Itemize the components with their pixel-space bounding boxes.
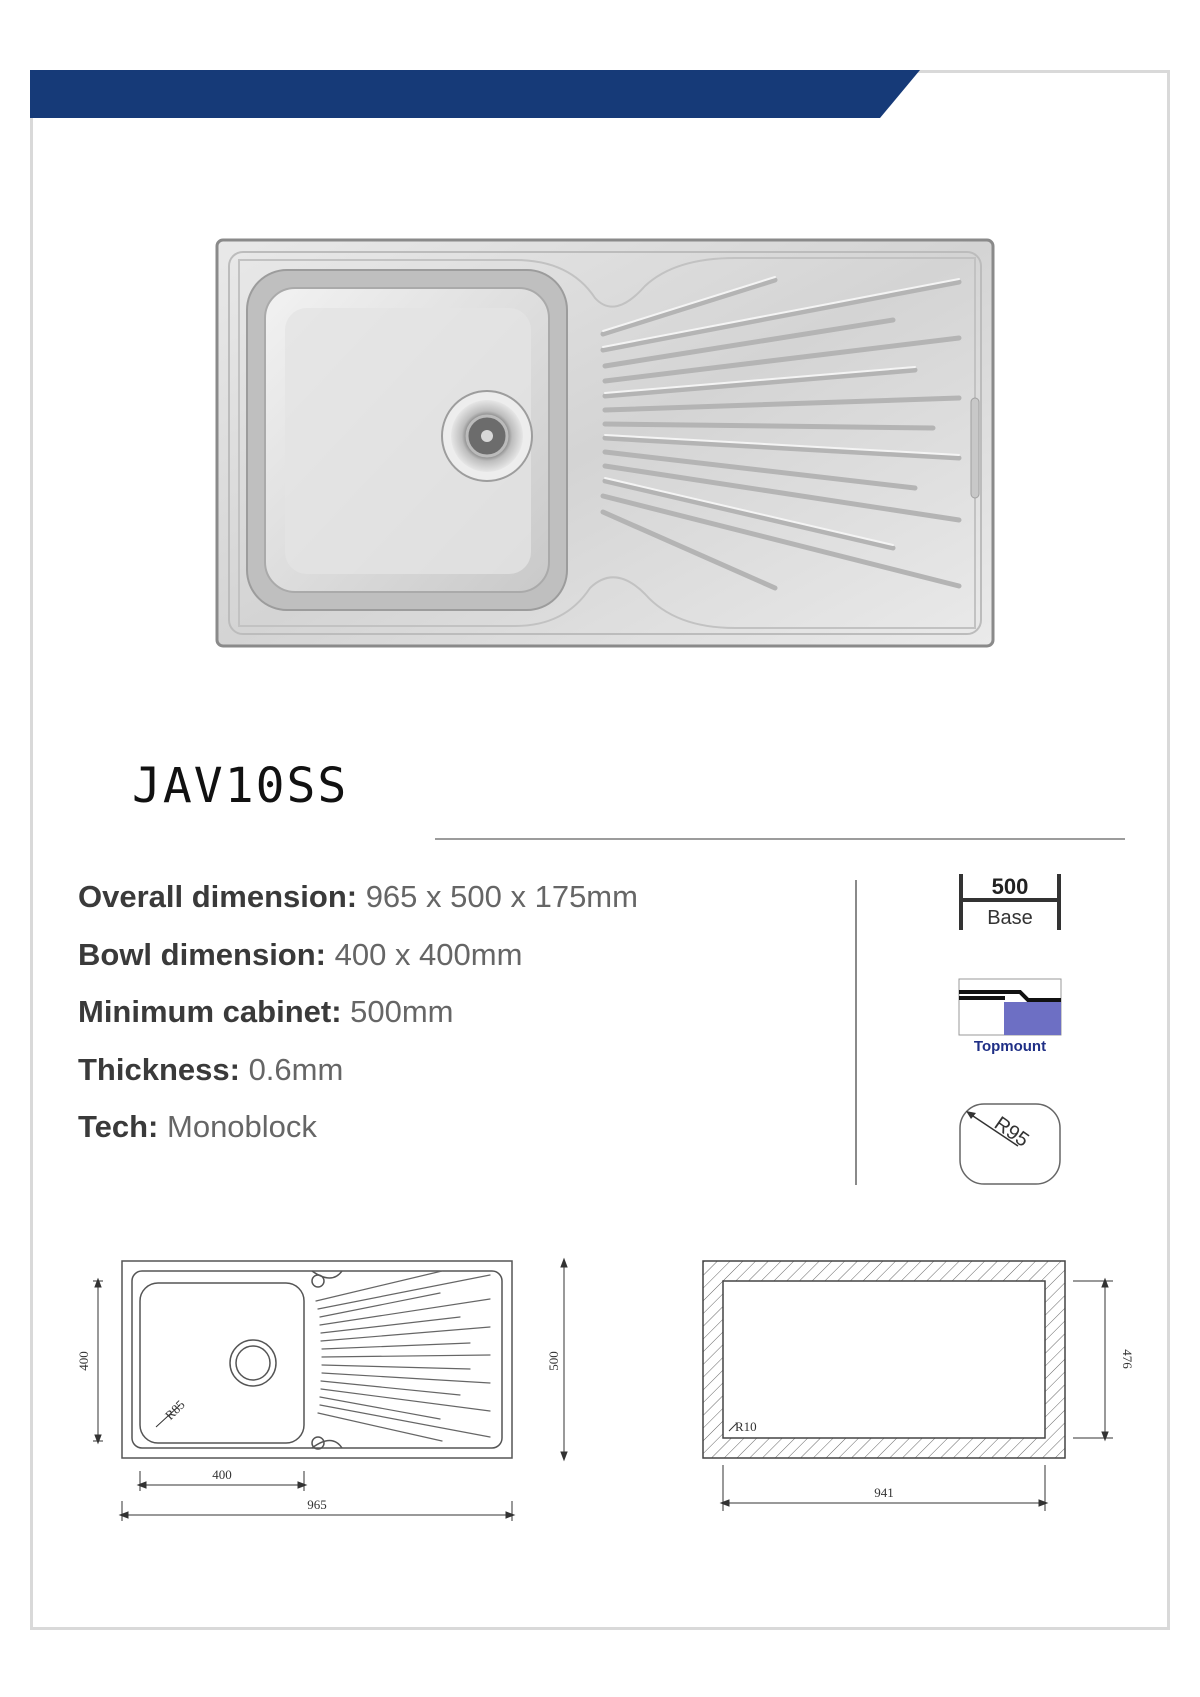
- cutout-height: 476: [1120, 1349, 1135, 1369]
- spec-value: 965 x 500 x 175mm: [357, 879, 638, 914]
- spec-value: 500mm: [341, 994, 454, 1029]
- sink-plan-drawing: [76, 1245, 580, 1555]
- spec-tech: [78, 1098, 638, 1156]
- spec-value: Monoblock: [158, 1109, 317, 1144]
- sink-product-image: [215, 238, 995, 648]
- base-value: 500: [991, 874, 1029, 899]
- radius-label: R95: [990, 1112, 1033, 1152]
- spec-label: Bowl dimension:: [78, 936, 326, 972]
- plan-overall-width: 965: [307, 1497, 327, 1512]
- cutout-corner-radius: R10: [735, 1419, 757, 1434]
- header-banner: [30, 70, 920, 118]
- cutout-width: 941: [874, 1485, 894, 1500]
- base-cabinet-icon: [958, 872, 1062, 934]
- plan-bowl-height: 400: [76, 1351, 91, 1371]
- spec-list: [78, 868, 638, 1156]
- spec-bowl-dimension: [78, 926, 638, 984]
- topmount-icon: [958, 978, 1062, 1036]
- spec-label: Thickness:: [78, 1051, 240, 1087]
- spec-minimum-cabinet: [78, 983, 638, 1041]
- topmount-label: Topmount: [973, 1038, 1047, 1055]
- spec-label: Tech:: [78, 1109, 159, 1144]
- spec-label: Overall dimension:: [78, 879, 358, 914]
- model-title: JAV10SS: [132, 758, 349, 814]
- plan-bowl-width: 400: [212, 1467, 232, 1482]
- spec-label: Minimum cabinet:: [78, 994, 342, 1029]
- spec-value: 400 x 400mm: [326, 936, 523, 972]
- corner-radius-icon: [958, 1102, 1062, 1186]
- spec-divider: [855, 880, 857, 1185]
- spec-thickness: [78, 1041, 638, 1099]
- title-divider: [435, 838, 1125, 840]
- plan-overall-height: 500: [546, 1351, 561, 1371]
- base-label: Base: [987, 907, 1033, 929]
- spec-overall-dimension: [78, 868, 638, 926]
- cutout-drawing: [695, 1245, 1135, 1545]
- spec-value: 0.6mm: [239, 1051, 344, 1087]
- plan-corner-radius: R85: [161, 1396, 188, 1423]
